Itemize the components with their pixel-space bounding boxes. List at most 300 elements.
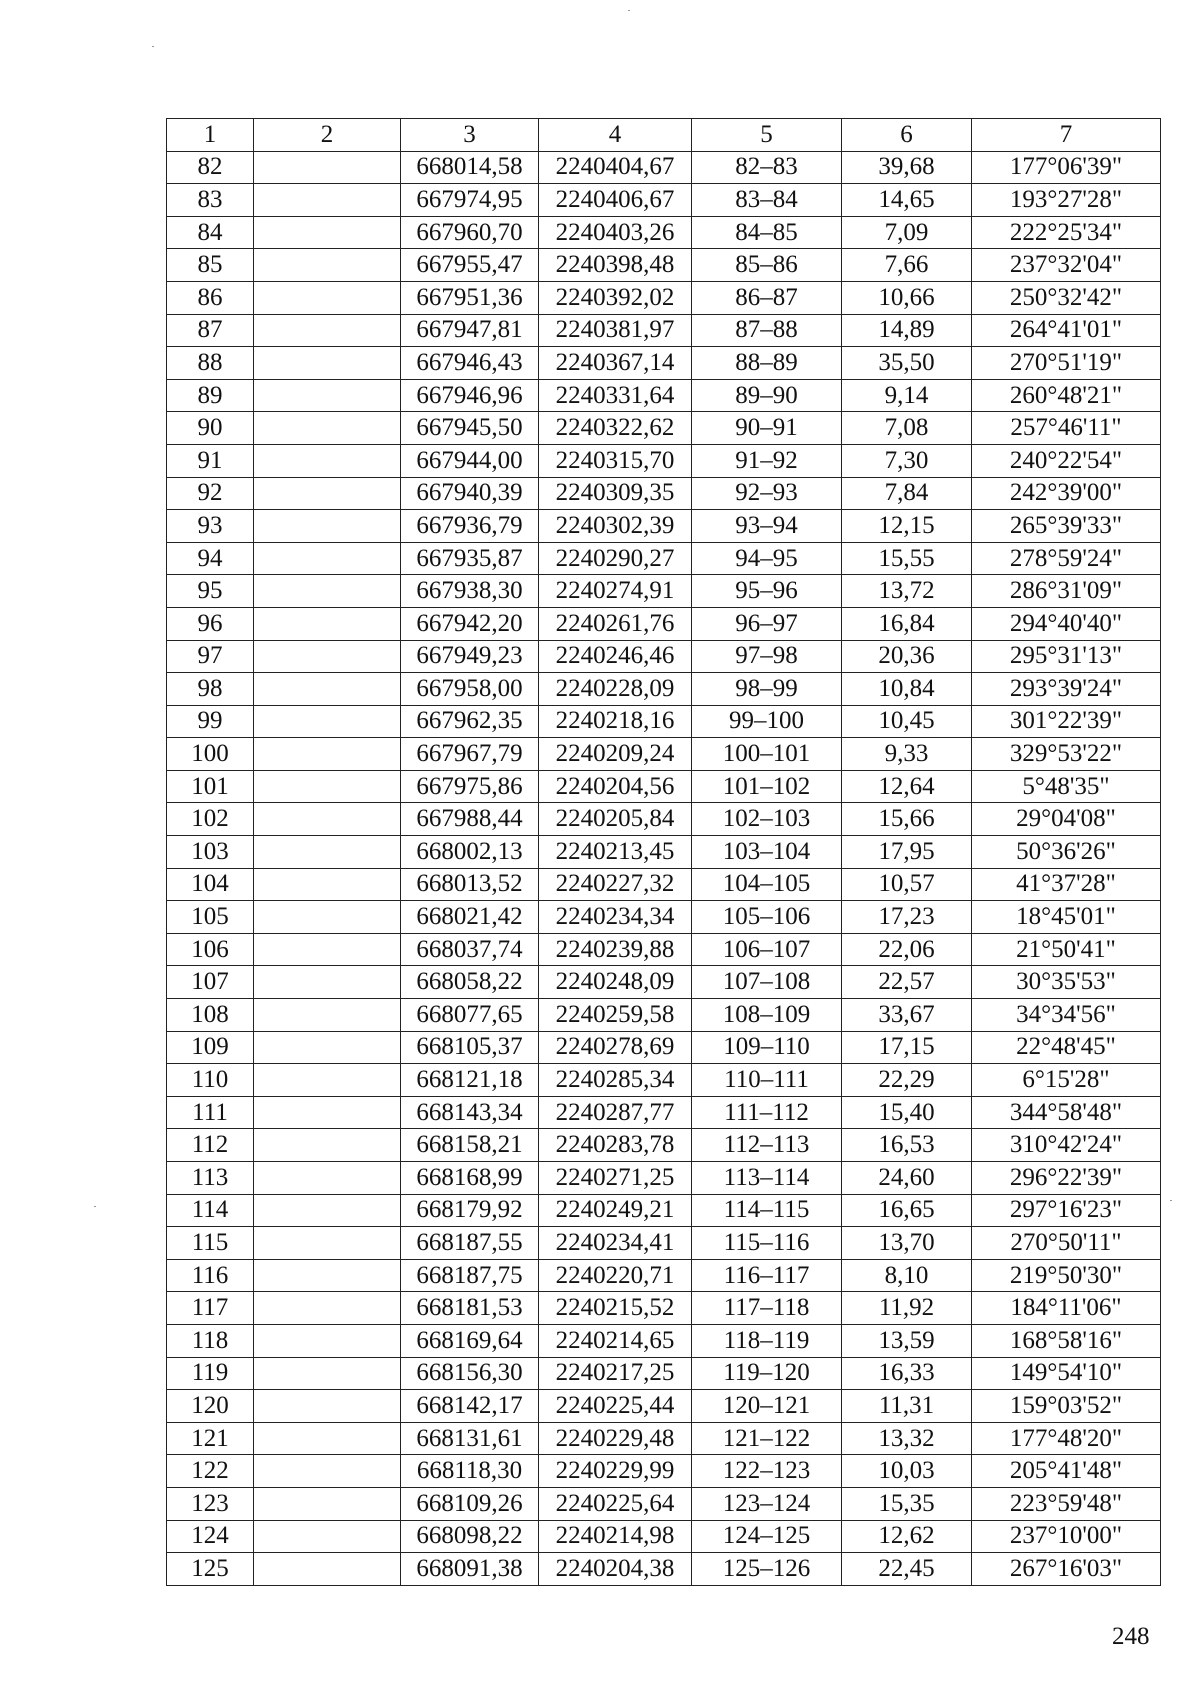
- y-coordinate-cell: 2240367,14: [539, 347, 692, 380]
- column-2-cell: [254, 347, 401, 380]
- table-row: [167, 673, 1161, 706]
- segment-cell: 114–115: [692, 1194, 842, 1227]
- bearing-cell: 50°36'26": [972, 836, 1161, 869]
- point-number-cell: 105: [167, 901, 254, 934]
- point-number-cell: 82: [167, 151, 254, 184]
- scan-speck: [94, 1206, 96, 1207]
- segment-cell: 96–97: [692, 607, 842, 640]
- y-coordinate-cell: 2240290,27: [539, 542, 692, 575]
- x-coordinate-cell: 667975,86: [401, 770, 539, 803]
- table-row: [167, 738, 1161, 771]
- x-coordinate-cell: 667947,81: [401, 314, 539, 347]
- segment-cell: 122–123: [692, 1455, 842, 1488]
- distance-cell: 13,59: [842, 1324, 972, 1357]
- column-2-cell: [254, 1324, 401, 1357]
- distance-cell: 16,65: [842, 1194, 972, 1227]
- x-coordinate-cell: 667951,36: [401, 281, 539, 314]
- y-coordinate-cell: 2240204,38: [539, 1553, 692, 1586]
- bearing-cell: 177°06'39": [972, 151, 1161, 184]
- table-row: [167, 542, 1161, 575]
- segment-cell: 99–100: [692, 705, 842, 738]
- distance-cell: 13,72: [842, 575, 972, 608]
- table-row: [167, 901, 1161, 934]
- x-coordinate-cell: 667944,00: [401, 444, 539, 477]
- x-coordinate-cell: 668168,99: [401, 1162, 539, 1195]
- point-number-cell: 121: [167, 1422, 254, 1455]
- column-2-cell: [254, 510, 401, 543]
- table-row: [167, 1455, 1161, 1488]
- bearing-cell: 293°39'24": [972, 673, 1161, 706]
- distance-cell: 7,09: [842, 216, 972, 249]
- distance-cell: 17,95: [842, 836, 972, 869]
- bearing-cell: 278°59'24": [972, 542, 1161, 575]
- distance-cell: 10,84: [842, 673, 972, 706]
- segment-cell: 121–122: [692, 1422, 842, 1455]
- x-coordinate-cell: 668037,74: [401, 933, 539, 966]
- y-coordinate-cell: 2240249,21: [539, 1194, 692, 1227]
- point-number-cell: 95: [167, 575, 254, 608]
- distance-cell: 17,23: [842, 901, 972, 934]
- distance-cell: 9,14: [842, 379, 972, 412]
- segment-cell: 101–102: [692, 770, 842, 803]
- x-coordinate-cell: 667938,30: [401, 575, 539, 608]
- bearing-cell: 250°32'42": [972, 281, 1161, 314]
- y-coordinate-cell: 2240227,32: [539, 868, 692, 901]
- y-coordinate-cell: 2240331,64: [539, 379, 692, 412]
- bearing-cell: 41°37'28": [972, 868, 1161, 901]
- table-row: [167, 966, 1161, 999]
- segment-cell: 113–114: [692, 1162, 842, 1195]
- table-row: [167, 705, 1161, 738]
- bearing-cell: 264°41'01": [972, 314, 1161, 347]
- point-number-cell: 120: [167, 1390, 254, 1423]
- column-2-cell: [254, 836, 401, 869]
- bearing-cell: 222°25'34": [972, 216, 1161, 249]
- y-coordinate-cell: 2240398,48: [539, 249, 692, 282]
- segment-cell: 119–120: [692, 1357, 842, 1390]
- distance-cell: 7,08: [842, 412, 972, 445]
- distance-cell: 10,66: [842, 281, 972, 314]
- table-row: [167, 1031, 1161, 1064]
- point-number-cell: 111: [167, 1096, 254, 1129]
- bearing-cell: 193°27'28": [972, 184, 1161, 217]
- table-row: [167, 1390, 1161, 1423]
- y-coordinate-cell: 2240322,62: [539, 412, 692, 445]
- y-coordinate-cell: 2240204,56: [539, 770, 692, 803]
- point-number-cell: 83: [167, 184, 254, 217]
- column-2-cell: [254, 1487, 401, 1520]
- y-coordinate-cell: 2240239,88: [539, 933, 692, 966]
- point-number-cell: 116: [167, 1259, 254, 1292]
- x-coordinate-cell: 667935,87: [401, 542, 539, 575]
- distance-cell: 12,15: [842, 510, 972, 543]
- point-number-cell: 98: [167, 673, 254, 706]
- y-coordinate-cell: 2240205,84: [539, 803, 692, 836]
- segment-cell: 109–110: [692, 1031, 842, 1064]
- distance-cell: 12,62: [842, 1520, 972, 1553]
- distance-cell: 22,45: [842, 1553, 972, 1586]
- column-2-cell: [254, 281, 401, 314]
- y-coordinate-cell: 2240271,25: [539, 1162, 692, 1195]
- y-coordinate-cell: 2240283,78: [539, 1129, 692, 1162]
- x-coordinate-cell: 668181,53: [401, 1292, 539, 1325]
- bearing-cell: 270°51'19": [972, 347, 1161, 380]
- table-row: [167, 314, 1161, 347]
- column-2-cell: [254, 184, 401, 217]
- bearing-cell: 34°34'56": [972, 999, 1161, 1032]
- table-header: [167, 119, 1161, 152]
- column-2-cell: [254, 933, 401, 966]
- segment-cell: 86–87: [692, 281, 842, 314]
- column-2-cell: [254, 1227, 401, 1260]
- distance-cell: 10,03: [842, 1455, 972, 1488]
- distance-cell: 13,70: [842, 1227, 972, 1260]
- segment-cell: 94–95: [692, 542, 842, 575]
- column-2-cell: [254, 738, 401, 771]
- y-coordinate-cell: 2240234,41: [539, 1227, 692, 1260]
- column-2-cell: [254, 1553, 401, 1586]
- x-coordinate-cell: 667960,70: [401, 216, 539, 249]
- bearing-cell: 260°48'21": [972, 379, 1161, 412]
- bearing-cell: 240°22'54": [972, 444, 1161, 477]
- point-number-cell: 86: [167, 281, 254, 314]
- column-2-cell: [254, 1357, 401, 1390]
- distance-cell: 22,57: [842, 966, 972, 999]
- point-number-cell: 101: [167, 770, 254, 803]
- table-row: [167, 412, 1161, 445]
- distance-cell: 15,40: [842, 1096, 972, 1129]
- point-number-cell: 119: [167, 1357, 254, 1390]
- distance-cell: 16,53: [842, 1129, 972, 1162]
- distance-cell: 14,89: [842, 314, 972, 347]
- bearing-cell: 6°15'28": [972, 1064, 1161, 1097]
- x-coordinate-cell: 668121,18: [401, 1064, 539, 1097]
- table-row: [167, 510, 1161, 543]
- column-2-cell: [254, 1390, 401, 1423]
- x-coordinate-cell: 668098,22: [401, 1520, 539, 1553]
- column-2-cell: [254, 705, 401, 738]
- x-coordinate-cell: 668179,92: [401, 1194, 539, 1227]
- table-row: [167, 1096, 1161, 1129]
- x-coordinate-cell: 668105,37: [401, 1031, 539, 1064]
- segment-cell: 90–91: [692, 412, 842, 445]
- segment-cell: 83–84: [692, 184, 842, 217]
- bearing-cell: 205°41'48": [972, 1455, 1161, 1488]
- x-coordinate-cell: 667958,00: [401, 673, 539, 706]
- x-coordinate-cell: 668131,61: [401, 1422, 539, 1455]
- segment-cell: 82–83: [692, 151, 842, 184]
- bearing-cell: 223°59'48": [972, 1487, 1161, 1520]
- column-2-cell: [254, 1129, 401, 1162]
- distance-cell: 7,30: [842, 444, 972, 477]
- table-row: [167, 184, 1161, 217]
- table-row: [167, 281, 1161, 314]
- bearing-cell: 257°46'11": [972, 412, 1161, 445]
- point-number-cell: 97: [167, 640, 254, 673]
- distance-cell: 10,57: [842, 868, 972, 901]
- distance-cell: 16,84: [842, 607, 972, 640]
- bearing-cell: 184°11'06": [972, 1292, 1161, 1325]
- column-2-cell: [254, 673, 401, 706]
- column-2-cell: [254, 966, 401, 999]
- bearing-cell: 5°48'35": [972, 770, 1161, 803]
- segment-cell: 115–116: [692, 1227, 842, 1260]
- column-header-3: 3: [401, 119, 539, 152]
- header-row: [167, 119, 1161, 152]
- x-coordinate-cell: 668143,34: [401, 1096, 539, 1129]
- bearing-cell: 344°58'48": [972, 1096, 1161, 1129]
- point-number-cell: 100: [167, 738, 254, 771]
- y-coordinate-cell: 2240225,44: [539, 1390, 692, 1423]
- segment-cell: 108–109: [692, 999, 842, 1032]
- bearing-cell: 295°31'13": [972, 640, 1161, 673]
- y-coordinate-cell: 2240315,70: [539, 444, 692, 477]
- point-number-cell: 87: [167, 314, 254, 347]
- y-coordinate-cell: 2240259,58: [539, 999, 692, 1032]
- point-number-cell: 108: [167, 999, 254, 1032]
- bearing-cell: 237°10'00": [972, 1520, 1161, 1553]
- y-coordinate-cell: 2240406,67: [539, 184, 692, 217]
- x-coordinate-cell: 667955,47: [401, 249, 539, 282]
- x-coordinate-cell: 668077,65: [401, 999, 539, 1032]
- x-coordinate-cell: 667974,95: [401, 184, 539, 217]
- segment-cell: 103–104: [692, 836, 842, 869]
- bearing-cell: 29°04'08": [972, 803, 1161, 836]
- segment-cell: 120–121: [692, 1390, 842, 1423]
- distance-cell: 22,29: [842, 1064, 972, 1097]
- bearing-cell: 242°39'00": [972, 477, 1161, 510]
- table-row: [167, 1292, 1161, 1325]
- x-coordinate-cell: 668187,55: [401, 1227, 539, 1260]
- point-number-cell: 103: [167, 836, 254, 869]
- column-2-cell: [254, 1031, 401, 1064]
- bearing-cell: 21°50'41": [972, 933, 1161, 966]
- point-number-cell: 91: [167, 444, 254, 477]
- point-number-cell: 107: [167, 966, 254, 999]
- bearing-cell: 329°53'22": [972, 738, 1161, 771]
- y-coordinate-cell: 2240215,52: [539, 1292, 692, 1325]
- distance-cell: 20,36: [842, 640, 972, 673]
- point-number-cell: 94: [167, 542, 254, 575]
- x-coordinate-cell: 667946,43: [401, 347, 539, 380]
- table-row: [167, 151, 1161, 184]
- column-header-1: 1: [167, 119, 254, 152]
- segment-cell: 91–92: [692, 444, 842, 477]
- point-number-cell: 85: [167, 249, 254, 282]
- y-coordinate-cell: 2240218,16: [539, 705, 692, 738]
- point-number-cell: 99: [167, 705, 254, 738]
- x-coordinate-cell: 667967,79: [401, 738, 539, 771]
- y-coordinate-cell: 2240274,91: [539, 575, 692, 608]
- column-2-cell: [254, 477, 401, 510]
- table-row: [167, 1553, 1161, 1586]
- scan-speck: [1170, 1200, 1172, 1201]
- distance-cell: 15,35: [842, 1487, 972, 1520]
- point-number-cell: 124: [167, 1520, 254, 1553]
- bearing-cell: 177°48'20": [972, 1422, 1161, 1455]
- column-2-cell: [254, 249, 401, 282]
- bearing-cell: 18°45'01": [972, 901, 1161, 934]
- column-2-cell: [254, 1455, 401, 1488]
- point-number-cell: 125: [167, 1553, 254, 1586]
- y-coordinate-cell: 2240403,26: [539, 216, 692, 249]
- bearing-cell: 294°40'40": [972, 607, 1161, 640]
- x-coordinate-cell: 668058,22: [401, 966, 539, 999]
- segment-cell: 111–112: [692, 1096, 842, 1129]
- table-row: [167, 249, 1161, 282]
- column-header-7: 7: [972, 119, 1161, 152]
- segment-cell: 88–89: [692, 347, 842, 380]
- segment-cell: 107–108: [692, 966, 842, 999]
- x-coordinate-cell: 667988,44: [401, 803, 539, 836]
- x-coordinate-cell: 667940,39: [401, 477, 539, 510]
- distance-cell: 24,60: [842, 1162, 972, 1195]
- distance-cell: 7,84: [842, 477, 972, 510]
- column-2-cell: [254, 575, 401, 608]
- y-coordinate-cell: 2240404,67: [539, 151, 692, 184]
- point-number-cell: 88: [167, 347, 254, 380]
- table-row: [167, 1227, 1161, 1260]
- segment-cell: 118–119: [692, 1324, 842, 1357]
- point-number-cell: 106: [167, 933, 254, 966]
- y-coordinate-cell: 2240261,76: [539, 607, 692, 640]
- column-header-2: 2: [254, 119, 401, 152]
- table-row: [167, 444, 1161, 477]
- segment-cell: 84–85: [692, 216, 842, 249]
- column-2-cell: [254, 1064, 401, 1097]
- page-number: 248: [1112, 1623, 1150, 1650]
- segment-cell: 110–111: [692, 1064, 842, 1097]
- y-coordinate-cell: 2240214,65: [539, 1324, 692, 1357]
- x-coordinate-cell: 668142,17: [401, 1390, 539, 1423]
- column-2-cell: [254, 868, 401, 901]
- column-2-cell: [254, 542, 401, 575]
- column-2-cell: [254, 1292, 401, 1325]
- bearing-cell: 310°42'24": [972, 1129, 1161, 1162]
- distance-cell: 17,15: [842, 1031, 972, 1064]
- distance-cell: 35,50: [842, 347, 972, 380]
- column-2-cell: [254, 1520, 401, 1553]
- table-row: [167, 1520, 1161, 1553]
- y-coordinate-cell: 2240214,98: [539, 1520, 692, 1553]
- column-2-cell: [254, 412, 401, 445]
- bearing-cell: 159°03'52": [972, 1390, 1161, 1423]
- table-row: [167, 1064, 1161, 1097]
- segment-cell: 104–105: [692, 868, 842, 901]
- point-number-cell: 90: [167, 412, 254, 445]
- column-2-cell: [254, 1259, 401, 1292]
- y-coordinate-cell: 2240309,35: [539, 477, 692, 510]
- bearing-cell: 30°35'53": [972, 966, 1161, 999]
- x-coordinate-cell: 667936,79: [401, 510, 539, 543]
- column-2-cell: [254, 999, 401, 1032]
- table-row: [167, 607, 1161, 640]
- point-number-cell: 102: [167, 803, 254, 836]
- x-coordinate-cell: 668169,64: [401, 1324, 539, 1357]
- point-number-cell: 92: [167, 477, 254, 510]
- distance-cell: 33,67: [842, 999, 972, 1032]
- point-number-cell: 84: [167, 216, 254, 249]
- distance-cell: 16,33: [842, 1357, 972, 1390]
- coordinates-table: [166, 118, 1161, 1586]
- distance-cell: 10,45: [842, 705, 972, 738]
- y-coordinate-cell: 2240228,09: [539, 673, 692, 706]
- column-2-cell: [254, 216, 401, 249]
- table-row: [167, 216, 1161, 249]
- segment-cell: 125–126: [692, 1553, 842, 1586]
- segment-cell: 105–106: [692, 901, 842, 934]
- bearing-cell: 219°50'30": [972, 1259, 1161, 1292]
- distance-cell: 14,65: [842, 184, 972, 217]
- x-coordinate-cell: 668187,75: [401, 1259, 539, 1292]
- table-row: [167, 836, 1161, 869]
- segment-cell: 89–90: [692, 379, 842, 412]
- segment-cell: 92–93: [692, 477, 842, 510]
- x-coordinate-cell: 668109,26: [401, 1487, 539, 1520]
- x-coordinate-cell: 667949,23: [401, 640, 539, 673]
- x-coordinate-cell: 668158,21: [401, 1129, 539, 1162]
- segment-cell: 116–117: [692, 1259, 842, 1292]
- table-row: [167, 1487, 1161, 1520]
- distance-cell: 15,66: [842, 803, 972, 836]
- column-2-cell: [254, 770, 401, 803]
- x-coordinate-cell: 668014,58: [401, 151, 539, 184]
- bearing-cell: 297°16'23": [972, 1194, 1161, 1227]
- segment-cell: 98–99: [692, 673, 842, 706]
- y-coordinate-cell: 2240229,48: [539, 1422, 692, 1455]
- distance-cell: 8,10: [842, 1259, 972, 1292]
- y-coordinate-cell: 2240287,77: [539, 1096, 692, 1129]
- segment-cell: 100–101: [692, 738, 842, 771]
- bearing-cell: 267°16'03": [972, 1553, 1161, 1586]
- y-coordinate-cell: 2240209,24: [539, 738, 692, 771]
- column-2-cell: [254, 803, 401, 836]
- y-coordinate-cell: 2240392,02: [539, 281, 692, 314]
- distance-cell: 15,55: [842, 542, 972, 575]
- segment-cell: 93–94: [692, 510, 842, 543]
- table-row: [167, 477, 1161, 510]
- point-number-cell: 109: [167, 1031, 254, 1064]
- x-coordinate-cell: 668156,30: [401, 1357, 539, 1390]
- point-number-cell: 117: [167, 1292, 254, 1325]
- segment-cell: 124–125: [692, 1520, 842, 1553]
- y-coordinate-cell: 2240225,64: [539, 1487, 692, 1520]
- table-row: [167, 999, 1161, 1032]
- point-number-cell: 114: [167, 1194, 254, 1227]
- column-2-cell: [254, 1422, 401, 1455]
- distance-cell: 11,92: [842, 1292, 972, 1325]
- y-coordinate-cell: 2240285,34: [539, 1064, 692, 1097]
- x-coordinate-cell: 667946,96: [401, 379, 539, 412]
- bearing-cell: 168°58'16": [972, 1324, 1161, 1357]
- x-coordinate-cell: 667945,50: [401, 412, 539, 445]
- table-row: [167, 1422, 1161, 1455]
- table-row: [167, 933, 1161, 966]
- bearing-cell: 237°32'04": [972, 249, 1161, 282]
- distance-cell: 11,31: [842, 1390, 972, 1423]
- y-coordinate-cell: 2240302,39: [539, 510, 692, 543]
- segment-cell: 112–113: [692, 1129, 842, 1162]
- point-number-cell: 115: [167, 1227, 254, 1260]
- table-row: [167, 347, 1161, 380]
- point-number-cell: 113: [167, 1162, 254, 1195]
- column-2-cell: [254, 1194, 401, 1227]
- bearing-cell: 270°50'11": [972, 1227, 1161, 1260]
- point-number-cell: 123: [167, 1487, 254, 1520]
- y-coordinate-cell: 2240220,71: [539, 1259, 692, 1292]
- table-body: [167, 151, 1161, 1585]
- column-2-cell: [254, 1096, 401, 1129]
